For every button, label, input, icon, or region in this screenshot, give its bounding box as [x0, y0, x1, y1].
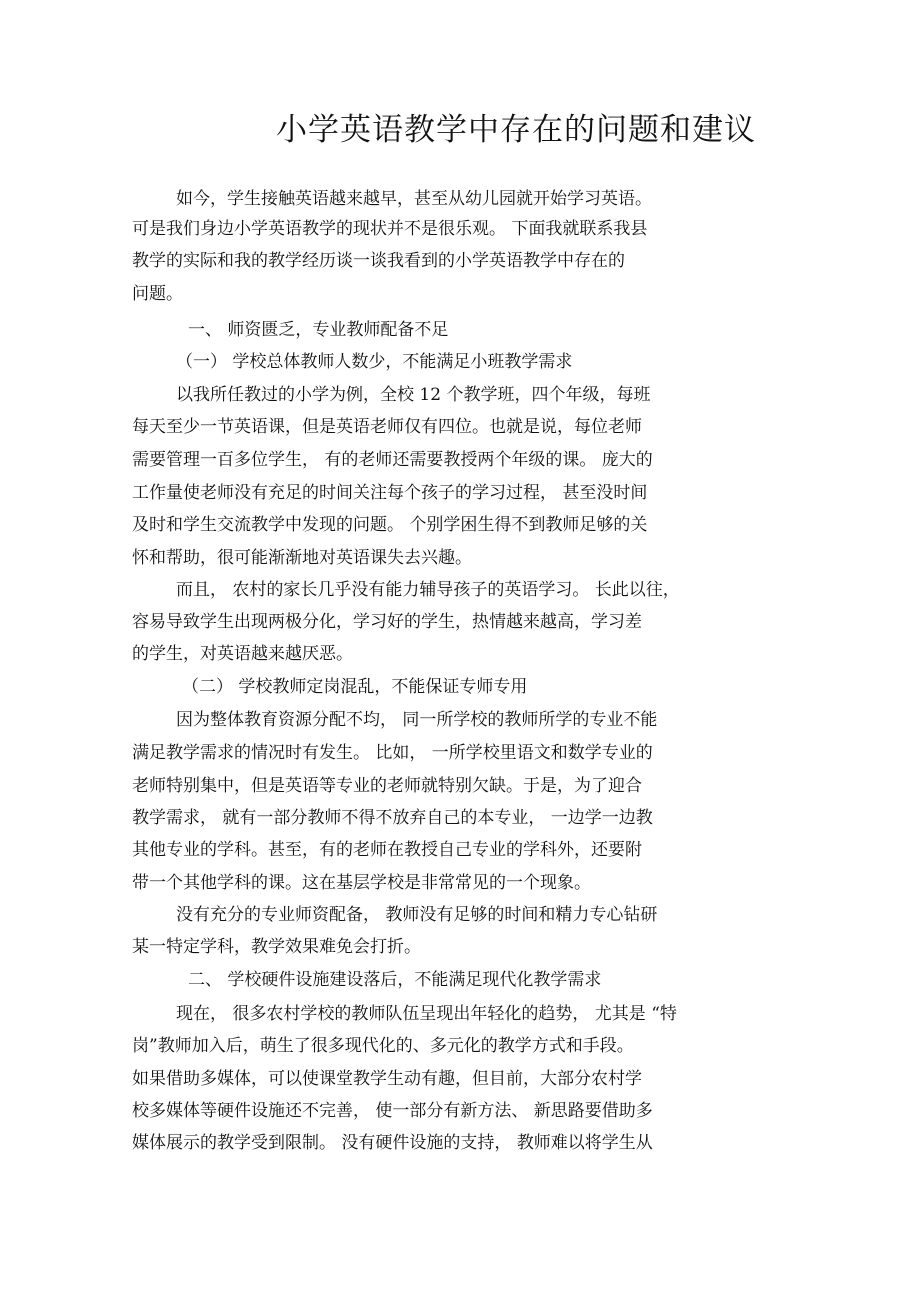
body-line: 媒体展示的教学受到限制。 没有硬件设施的支持， 教师难以将学生从	[132, 1133, 653, 1153]
body-line: 可是我们身边小学英语教学的现状并不是很乐观。 下面我就联系我县	[132, 219, 648, 239]
body-line: 每天至少一节英语课，但是英语老师仅有四位。也就是说，每位老师	[132, 417, 642, 437]
body-line: 怀和帮助，很可能渐渐地对英语课失去兴趣。	[132, 548, 472, 568]
body-line: 及时和学生交流教学中发现的问题。 个别学困生得不到教师足够的关	[132, 515, 648, 535]
body-line: 工作量使老师没有充足的时间关注每个孩子的学习过程， 甚至没时间	[132, 483, 648, 503]
body-line: 没有充分的专业师资配备， 教师没有足够的时间和精力专心钻研	[176, 905, 658, 925]
body-line: 的学生，对英语越来越厌恶。	[132, 644, 353, 664]
body-line: 其他专业的学科。甚至，有的老师在教授自己专业的学科外，还要附	[132, 840, 642, 860]
body-line: 现在， 很多农村学校的教师队伍呈现出年轻化的趋势， 尤其是 “特	[176, 1004, 677, 1024]
body-line: 问题。	[132, 284, 183, 304]
body-line: 一、 师资匮乏，专业教师配备不足	[188, 320, 449, 340]
body-line: 二、 学校硬件设施建设落后，不能满足现代化教学需求	[188, 970, 602, 990]
document-title: 小学英语教学中存在的问题和建议	[276, 112, 756, 148]
body-line: 带一个其他学科的课。这在基层学校是非常常见的一个现象。	[132, 873, 591, 893]
body-line: 容易导致学生出现两极分化，学习好的学生，热情越来越高，学习差	[132, 612, 642, 632]
body-line: 教学需求， 就有一部分教师不得不放弃自己的本专业， 一边学一边教	[132, 808, 653, 828]
body-line: 某一特定学科，教学效果难免会打折。	[132, 937, 421, 957]
body-line: 如今，学生接触英语越来越早，甚至从幼儿园就开始学习英语。	[176, 189, 652, 209]
body-line: 满足教学需求的情况时有发生。 比如， 一所学校里语文和数学专业的	[132, 743, 653, 763]
body-line: （二） 学校教师定岗混乱，不能保证专师专用	[182, 677, 528, 697]
body-line: 以我所任教过的小学为例，全校 12 个教学班，四个年级，每班	[176, 385, 651, 405]
body-line: 如果借助多媒体，可以使课堂教学生动有趣，但目前，大部分农村学	[132, 1069, 642, 1089]
body-line: 老师特别集中，但是英语等专业的老师就特别欠缺。于是，为了迎合	[132, 776, 642, 796]
body-line: 岗”教师加入后，萌生了很多现代化的、多元化的教学方式和手段。	[132, 1036, 634, 1056]
body-line: 校多媒体等硬件设施还不完善， 使一部分有新方法、 新思路要借助多	[132, 1101, 653, 1121]
body-line: （一） 学校总体教师人数少，不能满足小班教学需求	[176, 352, 573, 372]
body-line: 因为整体教育资源分配不均， 同一所学校的教师所学的专业不能	[176, 710, 658, 730]
body-line: 而且， 农村的家长几乎没有能力辅导孩子的英语学习。 长此以往，	[176, 580, 680, 600]
body-line: 需要管理一百多位学生， 有的老师还需要教授两个年级的课。 庞大的	[132, 450, 653, 470]
body-line: 教学的实际和我的教学经历谈一谈我看到的小学英语教学中存在的	[132, 251, 625, 271]
